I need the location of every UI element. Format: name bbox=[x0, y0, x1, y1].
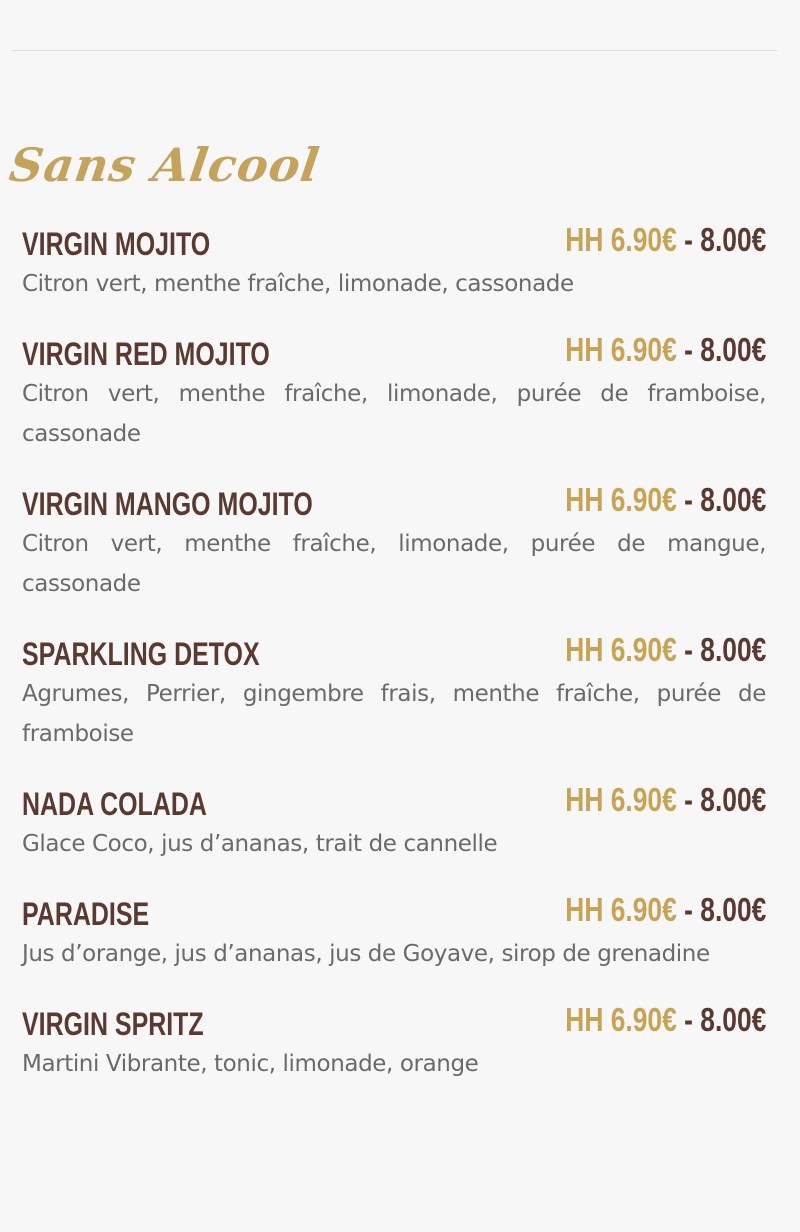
menu-item-description: Martini Vibrante, tonic, limonade, orange bbox=[22, 1051, 479, 1077]
menu-item-header bbox=[22, 620, 766, 672]
price-separator: - bbox=[676, 221, 700, 258]
menu-item bbox=[22, 470, 766, 620]
price-separator: - bbox=[676, 631, 700, 668]
menu-item-price bbox=[565, 633, 766, 672]
menu-item-price bbox=[565, 1003, 766, 1042]
menu-item bbox=[22, 990, 766, 1100]
happy-hour-price: HH 6.90€ bbox=[564, 221, 677, 258]
price-separator: - bbox=[676, 781, 700, 818]
menu-item bbox=[22, 620, 766, 770]
menu-item-name: SPARKLING DETOX bbox=[22, 636, 260, 672]
menu-item-description: Jus d’orange, jus d’ananas, jus de Goyave, sirop de grenadine bbox=[22, 941, 710, 967]
happy-hour-price: HH 6.90€ bbox=[564, 631, 677, 668]
price-separator: - bbox=[676, 891, 700, 928]
regular-price: 8.00€ bbox=[699, 891, 766, 928]
price-separator: - bbox=[676, 481, 700, 518]
menu-item-header bbox=[22, 470, 766, 522]
menu-item-header bbox=[22, 320, 766, 372]
regular-price: 8.00€ bbox=[699, 631, 766, 668]
menu-item-description: Citron vert, menthe fraîche, limonade, purée de mangue, cassonade bbox=[22, 531, 766, 597]
menu-item-price bbox=[565, 783, 766, 822]
menu-item-name: VIRGIN SPRITZ bbox=[22, 1006, 204, 1042]
menu-item-name: VIRGIN MANGO MOJITO bbox=[22, 486, 313, 522]
menu-item-description: Citron vert, menthe fraîche, limonade, purée de framboise, cassonade bbox=[22, 381, 766, 447]
menu-item-name: PARADISE bbox=[22, 896, 150, 932]
menu-item-name: VIRGIN MOJITO bbox=[22, 226, 211, 262]
regular-price: 8.00€ bbox=[699, 221, 766, 258]
happy-hour-price: HH 6.90€ bbox=[564, 781, 677, 818]
section-title: Sans Alcool bbox=[6, 138, 324, 192]
menu-list bbox=[22, 210, 766, 1100]
regular-price: 8.00€ bbox=[699, 331, 766, 368]
regular-price: 8.00€ bbox=[699, 1001, 766, 1038]
menu-item-header bbox=[22, 880, 766, 932]
happy-hour-price: HH 6.90€ bbox=[564, 891, 677, 928]
menu-item-header bbox=[22, 770, 766, 822]
menu-item-price bbox=[565, 893, 766, 932]
happy-hour-price: HH 6.90€ bbox=[564, 1001, 677, 1038]
menu-item bbox=[22, 770, 766, 880]
menu-item-price bbox=[565, 483, 766, 522]
price-separator: - bbox=[676, 1001, 700, 1038]
menu-item bbox=[22, 880, 766, 990]
menu-item bbox=[22, 320, 766, 470]
regular-price: 8.00€ bbox=[699, 481, 766, 518]
menu-item-header bbox=[22, 210, 766, 262]
menu-item-description: Agrumes, Perrier, gingembre frais, menthe fraîche, purée de framboise bbox=[22, 681, 766, 747]
happy-hour-price: HH 6.90€ bbox=[564, 481, 677, 518]
price-separator: - bbox=[676, 331, 700, 368]
menu-item-name: NADA COLADA bbox=[22, 786, 207, 822]
menu-item-description: Citron vert, menthe fraîche, limonade, cassonade bbox=[22, 271, 574, 297]
menu-item-header bbox=[22, 990, 766, 1042]
regular-price: 8.00€ bbox=[699, 781, 766, 818]
menu-item bbox=[22, 210, 766, 320]
happy-hour-price: HH 6.90€ bbox=[564, 331, 677, 368]
menu-item-name: VIRGIN RED MOJITO bbox=[22, 336, 270, 372]
top-divider bbox=[11, 50, 777, 51]
menu-item-description: Glace Coco, jus d’ananas, trait de cannelle bbox=[22, 831, 498, 857]
menu-item-price bbox=[565, 333, 766, 372]
menu-item-price bbox=[565, 223, 766, 262]
